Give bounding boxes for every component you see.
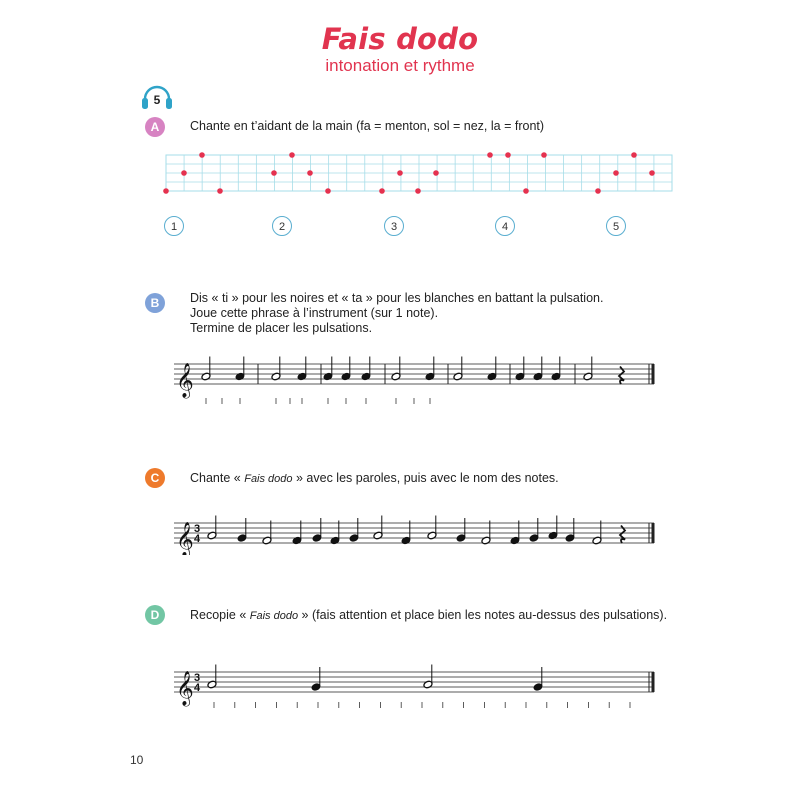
section-number: 1: [170, 221, 178, 233]
melody-dot: [613, 170, 619, 176]
melody-dot: [631, 152, 637, 158]
section-number: 5: [612, 221, 620, 233]
time-signature-top: 3: [193, 523, 201, 535]
exercise-b-line-3: Termine de placer les pulsations.: [190, 321, 373, 335]
exercise-b-badge: B: [145, 293, 165, 313]
exercise-c-instruction: Chante « Fais dodo » avec les paroles, puis avec le nom des notes.: [190, 471, 559, 485]
time-signature-bottom: 4: [193, 533, 201, 545]
page-title: Fais dodo: [321, 22, 479, 56]
audio-track-indicator[interactable]: [141, 82, 173, 112]
exercise-a-instruction: Chante en t’aidant de la main (fa = menton, sol = nez, la = front): [190, 119, 545, 133]
section-number: 3: [390, 221, 398, 233]
melody-dot: [649, 170, 655, 176]
melody-dot: [595, 188, 601, 194]
treble-clef-icon: 𝄞: [176, 523, 194, 555]
page-subtitle: intonation et rythme: [325, 56, 475, 75]
melody-dot: [163, 188, 169, 194]
page-number: 10: [130, 753, 144, 767]
melody-dot: [199, 152, 205, 158]
melody-dot: [433, 170, 439, 176]
exercise-d-instruction: Recopie « Fais dodo » (fais attention et place bien les notes au-dessus des pulsations).: [190, 608, 668, 622]
treble-clef-icon: 𝄞: [176, 672, 194, 705]
melody-dot: [505, 152, 511, 158]
exercise-c-badge: C: [145, 468, 165, 488]
melody-dot: [325, 188, 331, 194]
song-title: Fais dodo: [244, 473, 293, 485]
melody-dot: [379, 188, 385, 194]
treble-clef-icon: 𝄞: [176, 364, 194, 397]
time-signature-bottom: 4: [193, 682, 201, 694]
melody-dot: [307, 170, 313, 176]
section-number: 2: [278, 221, 286, 233]
melody-dot: [415, 188, 421, 194]
exercise-b-line-2: Joue cette phrase à l’instrument (sur 1 note).: [190, 306, 439, 320]
melody-staff: [170, 515, 660, 555]
copy-staff: [170, 664, 660, 716]
melody-dot: [289, 152, 295, 158]
time-signature-top: 3: [193, 672, 201, 684]
melody-dot: [217, 188, 223, 194]
rhythm-staff: [170, 356, 660, 412]
song-title: Fais dodo: [249, 610, 299, 622]
melody-dot: [523, 188, 529, 194]
exercise-d-badge: D: [145, 605, 165, 625]
exercise-b-instruction: [190, 291, 760, 336]
exercise-b-line-1: Dis « ti » pour les noires et « ta » pour les blanches en battant la pulsation.: [190, 291, 604, 305]
exercise-a-badge: A: [145, 117, 165, 137]
section-number: 4: [501, 221, 509, 233]
section-numbers: [160, 212, 640, 242]
audio-track-number: 5: [153, 93, 161, 107]
melody-dot: [181, 170, 187, 176]
melody-grid: [160, 145, 680, 200]
melody-dot: [271, 170, 277, 176]
melody-dot: [487, 152, 493, 158]
melody-dot: [397, 170, 403, 176]
melody-dot: [541, 152, 547, 158]
